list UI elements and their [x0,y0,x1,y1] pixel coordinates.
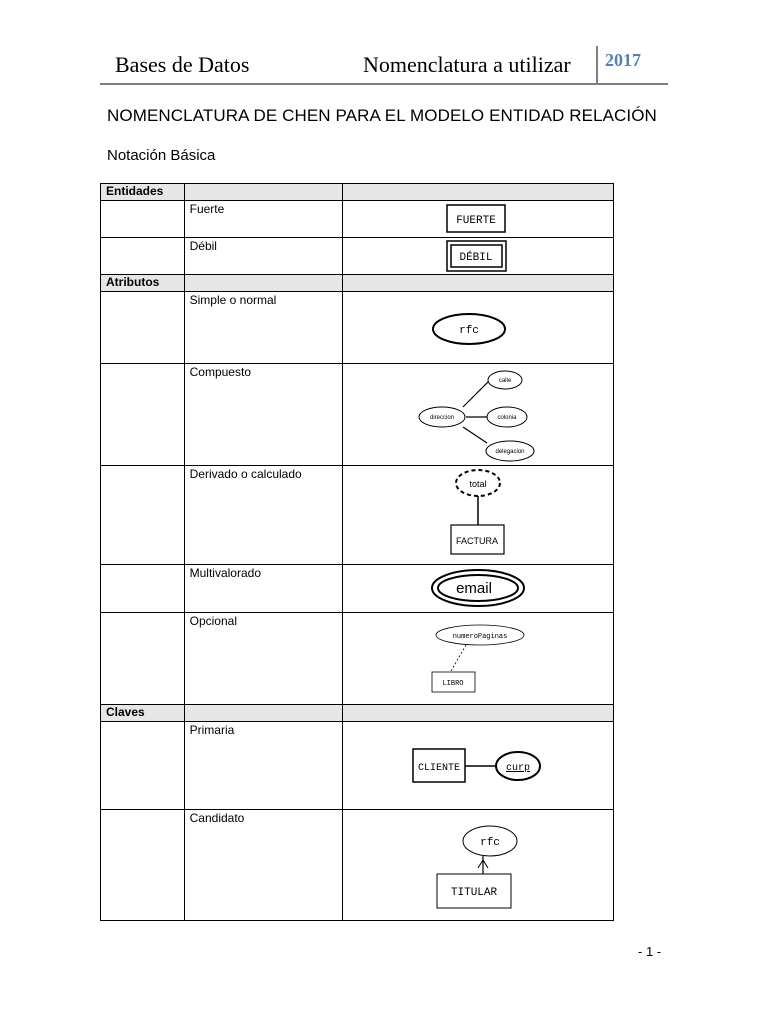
optional-attribute-figure [343,613,609,704]
section-label: Entidades [101,184,185,201]
row-label: Derivado o calculado [189,467,302,481]
header-course-title: Bases de Datos [115,52,250,77]
row-label: Opcional [189,614,237,628]
dashed-connector-line [451,645,466,671]
entity-text: LIBRO [442,680,464,688]
table-row [101,238,614,275]
entity-text: TITULAR [450,887,497,899]
candidate-key-figure [343,810,609,920]
page-subtitle: Notación Básica [107,147,216,164]
connector-line [463,380,490,407]
page-title: NOMENCLATURA DE CHEN PARA EL MODELO ENTIDAD RELACIÓN [107,106,657,125]
key-attribute-text: curp [505,763,530,774]
attribute-text: total [469,479,487,489]
table-row [101,292,614,364]
attribute-text: numeroPaginas [452,633,508,641]
part-attribute-text: colonia [497,415,517,421]
notation-table [100,183,614,921]
row-label: Compuesto [189,365,251,379]
derived-attribute-figure [343,466,609,564]
multivalued-attribute-figure [343,565,609,612]
section-row-claves [101,705,614,722]
page-number: - 1 - [638,944,662,959]
entity-text: FUERTE [455,215,496,227]
composite-attribute-figure [343,364,609,465]
section-row-entidades [101,184,614,201]
header-rule [100,83,668,85]
section-row-atributos [101,275,614,292]
row-label: Primaria [189,723,235,737]
section-label: Claves [101,705,185,722]
row-label: Fuerte [189,202,225,216]
table-row [101,810,614,921]
attribute-text: email [455,580,492,597]
row-label: Multivalorado [189,566,261,580]
part-attribute-text: delegacion [495,449,525,455]
simple-attribute-figure [343,292,609,363]
table-row [101,613,614,705]
row-label: Simple o normal [189,293,277,307]
header-divider [596,46,598,84]
entity-text: DÉBIL [459,252,493,264]
table-row [101,201,614,238]
entity-text: CLIENTE [417,763,460,774]
table-row [101,565,614,613]
header-section-title: Nomenclatura a utilizar [363,52,571,77]
table-row [101,466,614,565]
connector-line [463,427,487,443]
attribute-text: rfc [458,325,479,337]
weak-entity-figure [343,238,609,274]
strong-entity-figure [343,201,609,237]
primary-key-figure [343,722,609,809]
table-row [101,364,614,466]
root-attribute-text: direccion [429,415,454,421]
row-label: Candidato [189,811,245,825]
part-attribute-text: calle [498,378,511,384]
entity-text: FACTURA [455,536,498,546]
header-year: 2017 [605,50,641,70]
attribute-text: rfc [479,837,500,849]
row-label: Débil [189,239,217,253]
table-row [101,722,614,810]
section-label: Atributos [101,275,185,292]
